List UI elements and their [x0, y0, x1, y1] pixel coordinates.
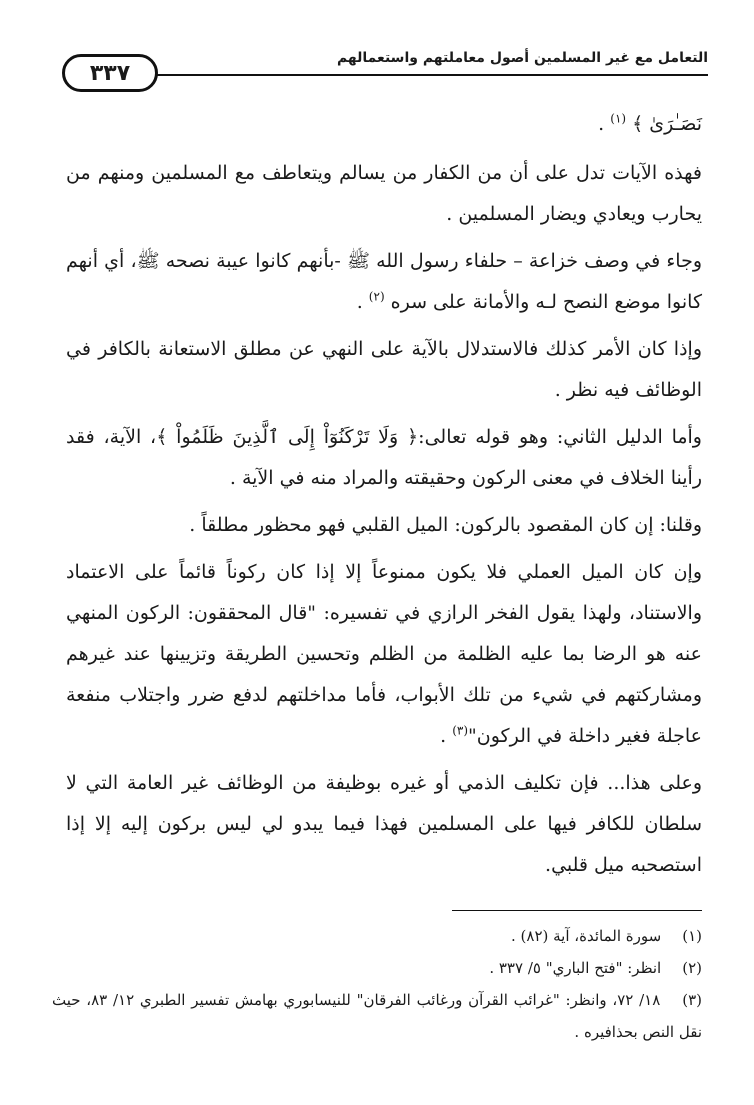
footnote-text: ١٨/ ٧٢، وانظر: "غرائب القرآن ورغائب الفرقان" للنيسابوري بهامش تفسير الطبري ١٢/ ٨٣، حيث نقل النص بحذافيره .	[52, 991, 702, 1041]
footnote	[52, 920, 702, 952]
footnote-number: (٢)	[682, 959, 702, 977]
footnotes	[52, 920, 702, 1048]
footnote-text: سورة المائدة، آية (٨٢) .	[511, 927, 662, 945]
footnote-text: انظر: "فتح الباري" ٥/ ٣٣٧ .	[489, 959, 662, 977]
quote-ending: نَصَـٰرَىٰ ﴾	[626, 113, 702, 135]
paragraph	[66, 241, 702, 323]
page-number: ٣٣٧	[62, 54, 158, 92]
paragraph: فهذه الآيات تدل على أن من الكفار من يسالم ويتعاطف مع المسلمين ومنهم من يحارب ويعادي ويضار المسلمين .	[66, 162, 702, 225]
header-rule	[154, 74, 708, 76]
paragraph	[66, 104, 702, 145]
paragraph	[66, 552, 702, 757]
footnote-ref: (١)	[610, 111, 627, 126]
period: .	[356, 291, 369, 313]
paragraph: وقلنا: إن كان المقصود بالركون: الميل القلبي فهو محظور مطلقاً .	[189, 514, 702, 536]
period: .	[440, 725, 453, 747]
footnote-number: (٣)	[682, 991, 703, 1009]
footnote-number: (١)	[682, 927, 702, 945]
paragraph: وإذا كان الأمر كذلك فالاستدلال بالآية على النهي عن مطلق الاستعانة بالكافر في الوظائف فيه نظر .	[66, 338, 702, 401]
running-title: التعامل مع غير المسلمين أصول معاملتهم واستعمالهم	[336, 50, 708, 66]
footnote-ref: (٣)	[452, 723, 469, 738]
paragraph: وأما الدليل الثاني: وهو قوله تعالى:﴿ وَلَا تَرْكَنُوٓاْ إِلَى ٱلَّذِينَ ظَلَمُواْ ﴾، الآية، فقد رأينا الخلاف في معنى الركون وحقيقته والمراد منه في الآية .	[66, 426, 702, 489]
footnote-separator	[452, 910, 702, 911]
footnote	[52, 952, 702, 984]
footnote-ref: (٢)	[368, 289, 385, 304]
paragraph-text: وإن كان الميل العملي فلا يكون ممنوعاً إلا إذا كان ركوناً قائماً على الاعتماد والاستناد، ولهذا يقول الفخر الرازي في تفسيره: "قال المحققون: الركون المنهي عنه هو الرضا بما عليه الظلمة من الظلم وتحسين الطريقة وتزيينها عند غيرهم ومشاركتهم في شيء من تلك الأبواب، فأما مداخلتهم لدفع ضرر واجتلاب منفعة عاجلة فغير داخلة في الركون"	[66, 561, 702, 747]
paragraph: وعلى هذا... فإن تكليف الذمي أو غيره بوظيفة من الوظائف غير العامة التي لا سلطان للكافر فيها على المسلمين فهذا فيما يبدو لي ليس بركون إليه إلا إذا استصحبه ميل قلبي.	[66, 772, 702, 876]
page-header	[62, 40, 708, 110]
footnote	[52, 984, 702, 1048]
body-text	[66, 104, 702, 892]
period: .	[598, 113, 611, 135]
paragraph-text: وجاء في وصف خزاعة – حلفاء رسول الله ﷺ -بأنهم كانوا عيبة نصحه ﷺ، أي أنهم كانوا موضع النصح لـه والأمانة على سره	[66, 250, 702, 313]
